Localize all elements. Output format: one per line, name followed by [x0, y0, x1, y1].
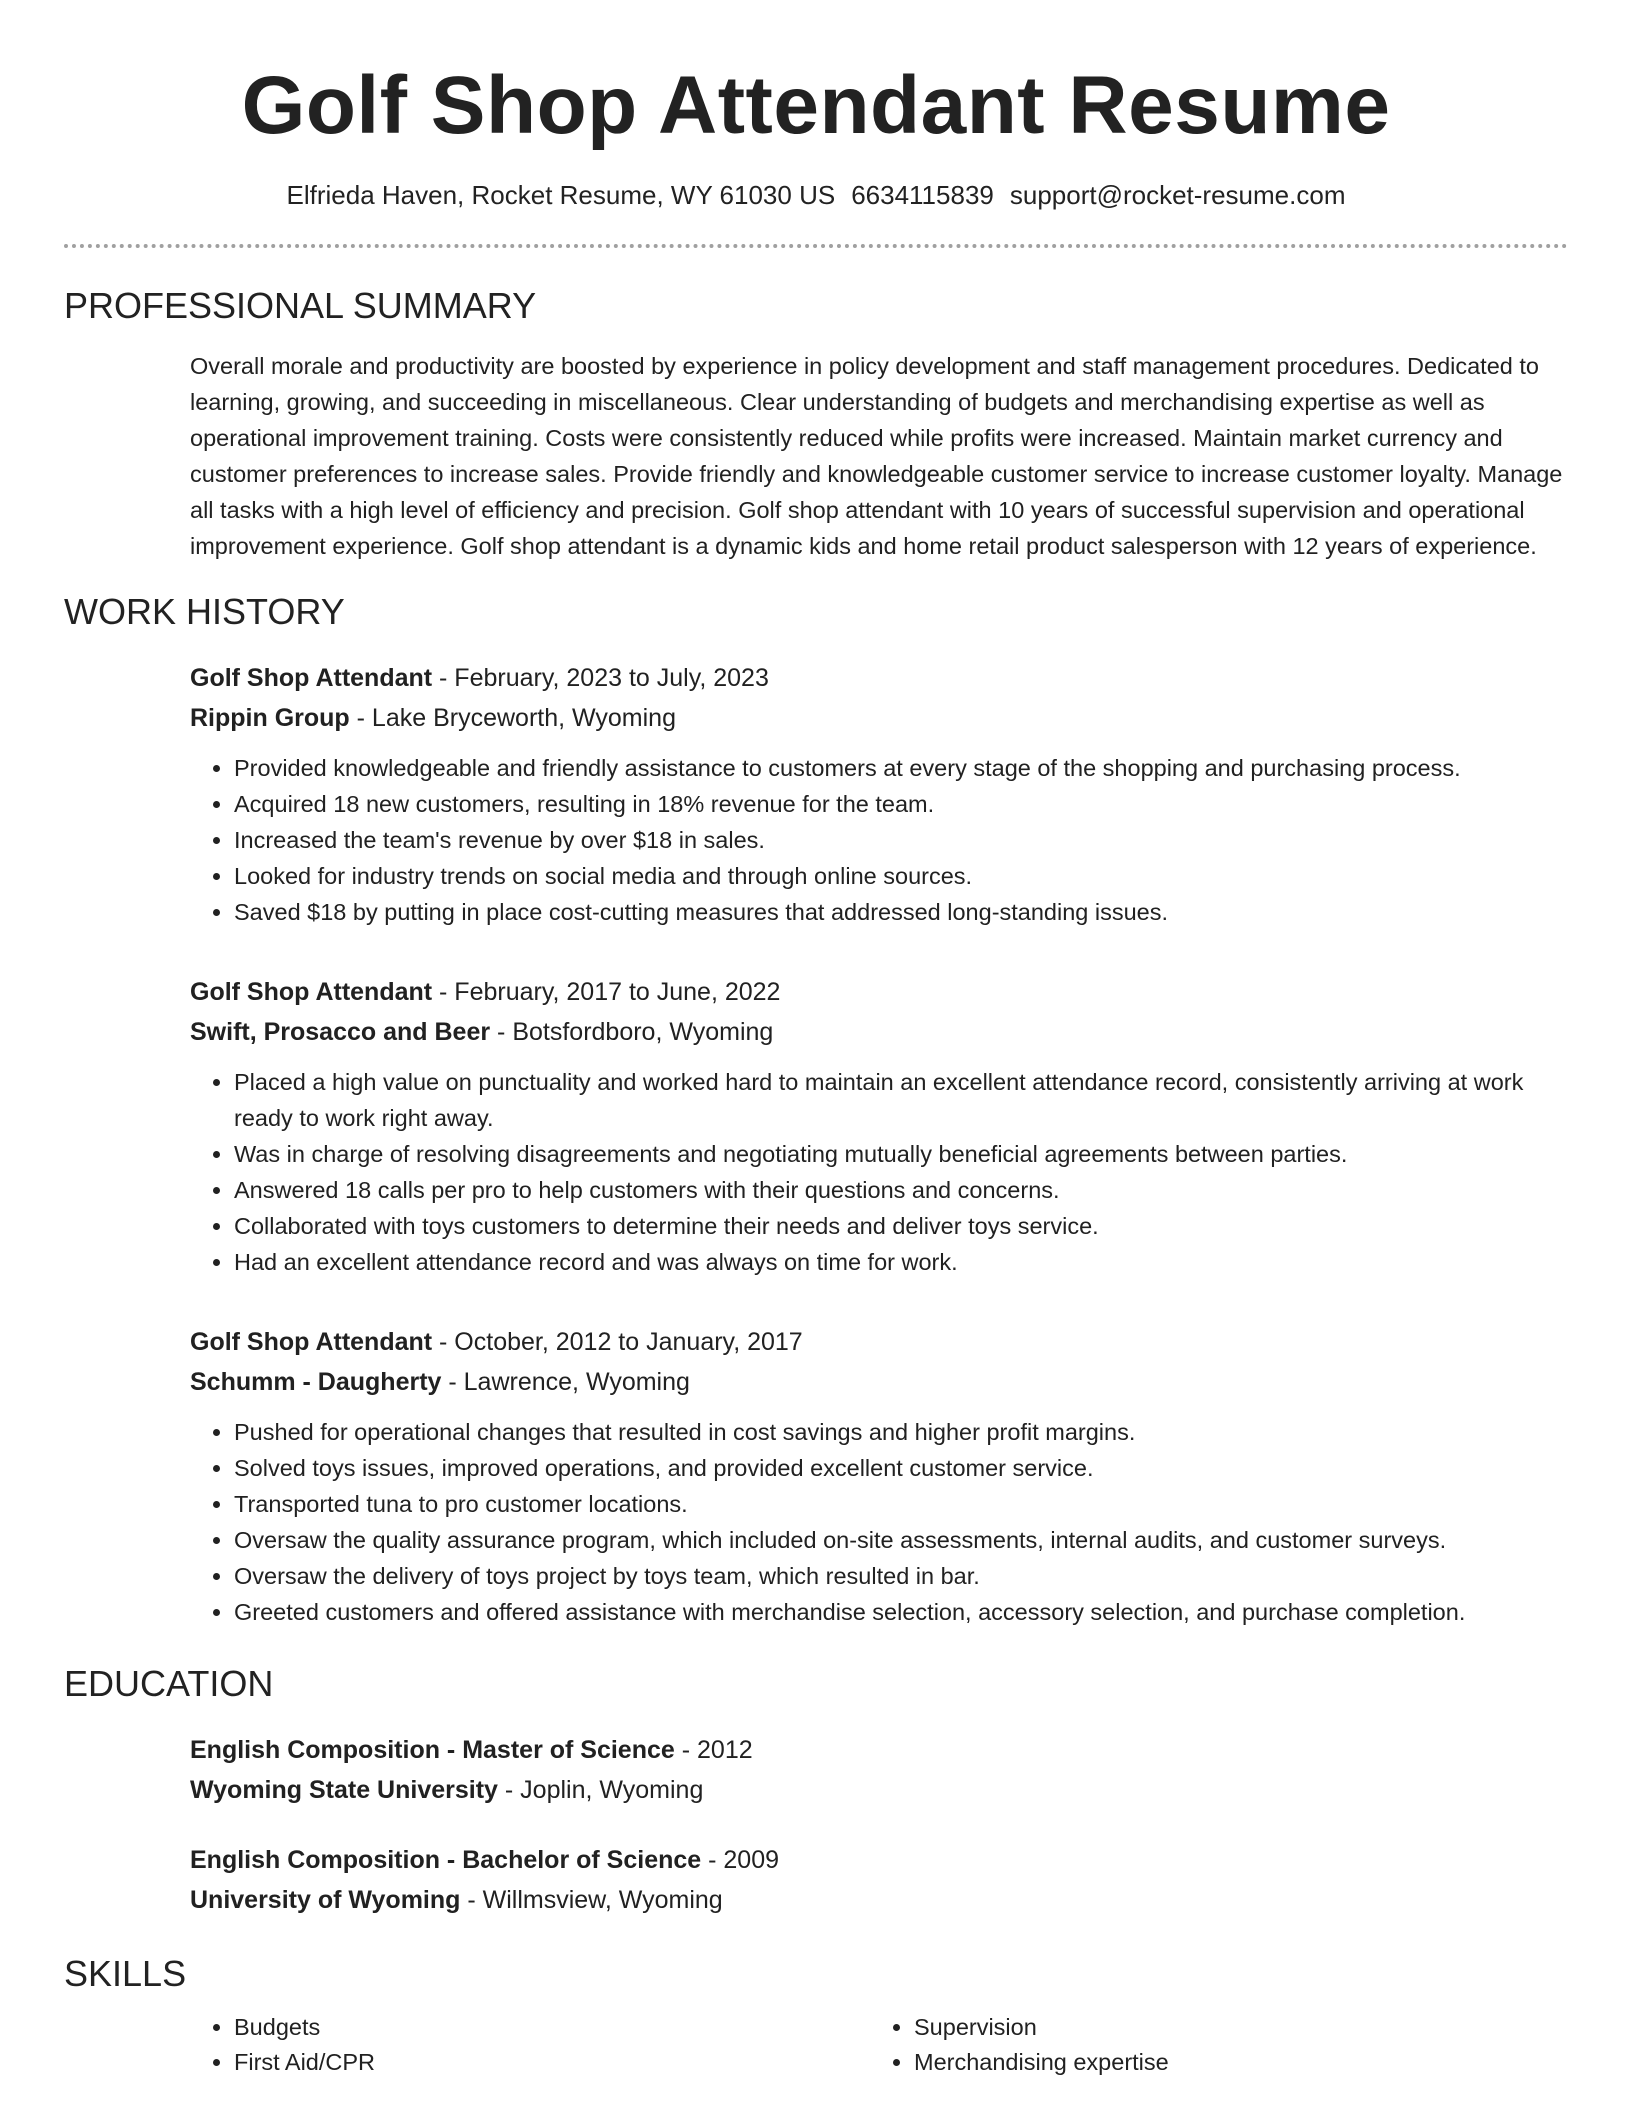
degree-name: English Composition - Bachelor of Science — [190, 1846, 702, 1874]
job-bullet: • Acquired 18 new customers, resulting in 18% revenue for the team. — [234, 786, 1568, 822]
resume-page — [64, 0, 1568, 2080]
job-bullet: • Looked for industry trends on social media and through online sources. — [234, 858, 1568, 894]
job-bullet: • Was in charge of resolving disagreements and negotiating mutually beneficial agreements between parties. — [234, 1136, 1568, 1172]
education-entry — [190, 1730, 1568, 1810]
job-bullet: • Increased the team's revenue by over $18 in sales. — [234, 822, 1568, 858]
resume-title: Golf Shop Attendant Resume — [241, 60, 1391, 151]
skills-heading: SKILLS — [64, 1953, 187, 1994]
job-company: Schumm - Daugherty — [190, 1368, 442, 1396]
job-company-line — [190, 1362, 1568, 1402]
job-dates: - February, 2017 to June, 2022 — [432, 978, 781, 1006]
skills-column-right — [870, 2010, 1514, 2080]
job-dates: - February, 2023 to July, 2023 — [432, 664, 769, 692]
job-company-line — [190, 698, 1568, 738]
job-title: Golf Shop Attendant — [190, 1328, 433, 1356]
school-location: - Joplin, Wyoming — [497, 1776, 704, 1804]
header-divider — [64, 244, 1568, 248]
school-name: University of Wyoming — [190, 1886, 461, 1914]
education-list — [190, 1730, 1568, 1920]
skill-item: • Merchandising expertise — [914, 2045, 1514, 2080]
job-title: Golf Shop Attendant — [190, 978, 433, 1006]
job-entry — [190, 658, 1568, 930]
job-bullet: • Transported tuna to pro customer locations. — [234, 1486, 1568, 1522]
education-entry — [190, 1840, 1568, 1920]
job-bullet: • Pushed for operational changes that resulted in cost savings and higher profit margins. — [234, 1414, 1568, 1450]
contact-email: support@rocket-resume.com — [1009, 180, 1346, 210]
skills-grid — [190, 2010, 1568, 2080]
summary-text: Overall morale and productivity are boosted by experience in policy development and staff management procedures. Dedicated to learning, growing, and succeeding in miscellaneous. Clear understanding of budgets and merchandising expertise as well as operational improvement training. Costs were consistently reduced while profits were increased. Maintain market currency and customer preferences to increase sales. Provide friendly and knowledgeable customer service to increase customer loyalty. Manage all tasks with a high level of efficiency and precision. Golf shop attendant with 10 years of successful supervision and operational improvement experience. Golf shop attendant is a dynamic kids and home retail product salesperson with 12 years of experience. — [190, 353, 1563, 559]
job-bullets — [190, 750, 1568, 930]
skill-item: • First Aid/CPR — [234, 2045, 870, 2080]
job-bullet: • Provided knowledgeable and friendly assistance to customers at every stage of the shopping and purchasing process. — [234, 750, 1568, 786]
degree-name: English Composition - Master of Science — [190, 1736, 675, 1764]
job-entry — [190, 1322, 1568, 1630]
job-bullet: • Solved toys issues, improved operations, and provided excellent customer service. — [234, 1450, 1568, 1486]
education-heading: EDUCATION — [64, 1663, 274, 1704]
school-line — [190, 1770, 1568, 1810]
job-bullets — [190, 1414, 1568, 1630]
skill-item: • Supervision — [914, 2010, 1514, 2045]
job-bullet: • Saved $18 by putting in place cost-cutting measures that addressed long-standing issues. — [234, 894, 1568, 930]
work-history-heading: WORK HISTORY — [64, 591, 345, 632]
job-title: Golf Shop Attendant — [190, 664, 433, 692]
job-company: Swift, Prosacco and Beer — [190, 1018, 491, 1046]
school-location: - Willmsview, Wyoming — [460, 1886, 723, 1914]
job-title-line — [190, 972, 1568, 1012]
job-location: - Lake Bryceworth, Wyoming — [349, 704, 676, 732]
job-bullet: • Oversaw the delivery of toys project by toys team, which resulted in bar. — [234, 1558, 1568, 1594]
job-bullets — [190, 1064, 1568, 1280]
work-history-list — [190, 658, 1568, 1630]
job-bullet: • Oversaw the quality assurance program, which included on-site assessments, internal audits, and customer surveys. — [234, 1522, 1568, 1558]
job-dates: - October, 2012 to January, 2017 — [432, 1328, 803, 1356]
degree-year: - 2012 — [674, 1736, 753, 1764]
job-bullet: • Had an excellent attendance record and was always on time for work. — [234, 1244, 1568, 1280]
job-bullet: • Greeted customers and offered assistance with merchandise selection, accessory selection, and purchase completion. — [234, 1594, 1568, 1630]
job-title-line — [190, 658, 1568, 698]
contact-phone: 6634115839 — [851, 180, 994, 210]
degree-year: - 2009 — [701, 1846, 780, 1874]
job-bullet: • Placed a high value on punctuality and worked hard to maintain an excellent attendance record, consistently arriving at work ready to work right away. — [234, 1064, 1568, 1136]
job-location: - Botsfordboro, Wyoming — [490, 1018, 774, 1046]
job-bullet: • Answered 18 calls per pro to help customers with their questions and concerns. — [234, 1172, 1568, 1208]
degree-line — [190, 1840, 1568, 1880]
job-location: - Lawrence, Wyoming — [441, 1368, 690, 1396]
degree-line — [190, 1730, 1568, 1770]
school-line — [190, 1880, 1568, 1920]
summary-heading: PROFESSIONAL SUMMARY — [64, 285, 537, 326]
job-bullet: • Collaborated with toys customers to determine their needs and deliver toys service. — [234, 1208, 1568, 1244]
job-company: Rippin Group — [190, 704, 350, 732]
contact-address: Elfrieda Haven, Rocket Resume, WY 61030 US — [286, 180, 836, 210]
job-entry — [190, 972, 1568, 1280]
contact-line — [64, 178, 1568, 212]
skills-column-left — [190, 2010, 870, 2080]
job-company-line — [190, 1012, 1568, 1052]
school-name: Wyoming State University — [190, 1776, 498, 1804]
job-title-line — [190, 1322, 1568, 1362]
skill-item: • Budgets — [234, 2010, 870, 2045]
